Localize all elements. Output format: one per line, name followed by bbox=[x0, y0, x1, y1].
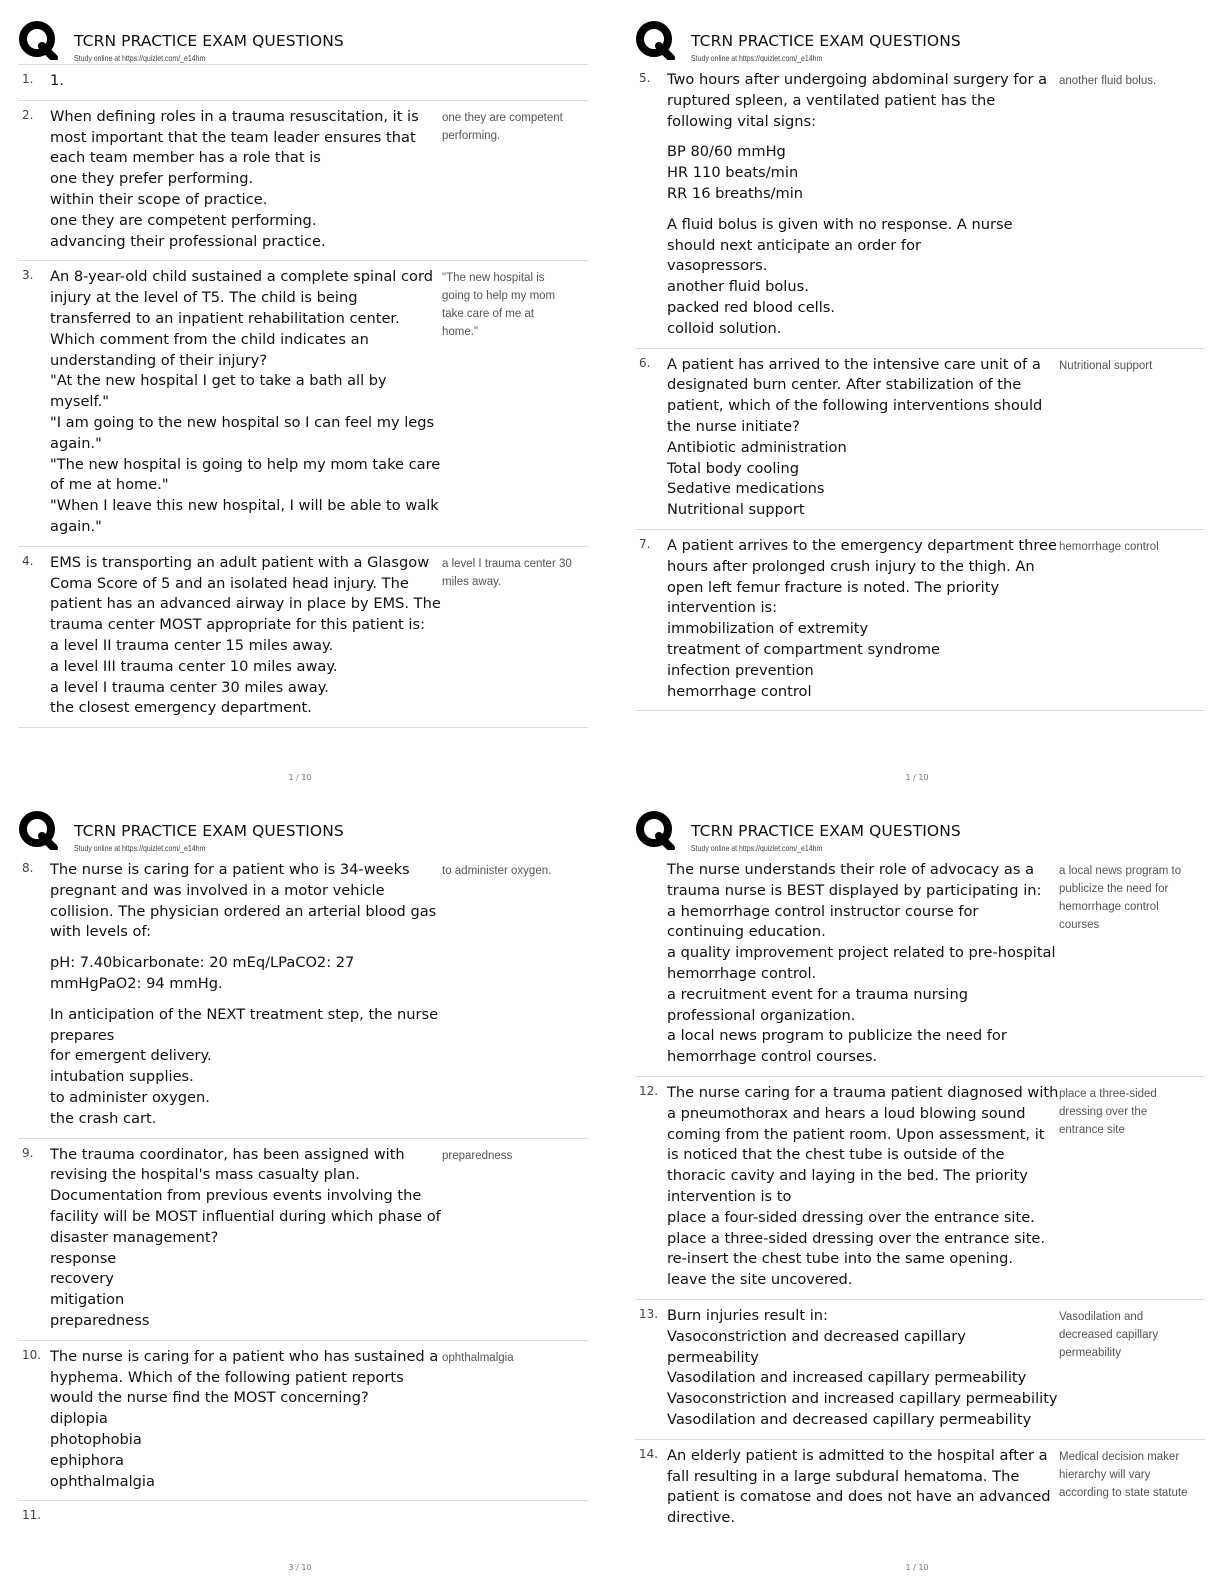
question-item bbox=[18, 1501, 588, 1535]
question-item bbox=[18, 1341, 588, 1502]
answer-option: one they prefer performing. bbox=[50, 170, 254, 188]
question-text: The nurse is caring for a patient who has sustained a hyphema. Which of the following patient reports would the nurse find the MOST concerning? bbox=[50, 1347, 439, 1407]
question-number: 10. bbox=[22, 1347, 42, 1362]
header-subtitle: Study online at https://quizlet.com/_e14hm bbox=[74, 53, 206, 63]
answer-text: Medical decision maker hierarchy will vary according to state statute bbox=[1059, 1450, 1188, 1499]
question-number: 7. bbox=[639, 536, 651, 551]
question-text: When defining roles in a trauma resuscitation, it is most important that the team leader ensures that each team member has a role that is bbox=[50, 107, 419, 167]
question-item bbox=[635, 854, 1205, 1077]
answer-text: a local news program to publicize the need for hemorrhage control courses bbox=[1059, 865, 1182, 931]
answer-option: Nutritional support bbox=[667, 501, 805, 519]
header-subtitle: Study online at https://quizlet.com/_e14hm bbox=[691, 53, 823, 63]
answer-option: vasopressors. bbox=[667, 257, 768, 275]
answer-option: preparedness bbox=[50, 1311, 150, 1329]
answer-option: a level I trauma center 30 miles away. bbox=[50, 678, 329, 696]
question-item bbox=[635, 64, 1205, 349]
answer-option: ephiphora bbox=[50, 1451, 124, 1469]
page-header bbox=[18, 20, 588, 64]
question-number: 14. bbox=[639, 1446, 659, 1461]
answer-option: hemorrhage control bbox=[667, 682, 812, 700]
answer-option: another fluid bolus. bbox=[667, 278, 809, 296]
header-subtitle: Study online at https://quizlet.com/_e14hm bbox=[691, 843, 823, 853]
answer-option: packed red blood cells. bbox=[667, 298, 836, 316]
answer-option: within their scope of practice. bbox=[50, 190, 268, 208]
answer-option: for emergent delivery. bbox=[50, 1047, 212, 1065]
answer-text: another fluid bolus. bbox=[1059, 75, 1157, 87]
page-number: 3 / 10 bbox=[288, 1563, 312, 1572]
question-text: A patient arrives to the emergency department three hours after prolonged crush injury to the thigh. An open left femur fracture is noted. The priority intervention is: bbox=[667, 536, 1057, 617]
lab-value: pH: 7.40bicarbonate: 20 mEq/LPaCO2: 27 mmHgPaO2: 94 mmHg. bbox=[50, 954, 355, 992]
question-number: 12. bbox=[639, 1083, 659, 1098]
header-title: TCRN PRACTICE EXAM QUESTIONS bbox=[74, 822, 344, 840]
answer-option: place a four-sided dressing over the entrance site. bbox=[667, 1208, 1035, 1226]
answer-option: re-insert the chest tube into the same opening. bbox=[667, 1250, 1014, 1268]
question-number: 3. bbox=[22, 268, 34, 283]
answer-option: Vasodilation and increased capillary permeability bbox=[667, 1369, 1027, 1387]
question-text: The nurse is caring for a patient who is 34-weeks pregnant and was involved in a motor vehicle collision. The physician ordered an arterial blood gas with levels of: bbox=[50, 861, 437, 941]
quizlet-logo-icon bbox=[18, 20, 58, 60]
answer-text: preparedness bbox=[442, 1149, 513, 1162]
answer-option: leave the site uncovered. bbox=[667, 1271, 853, 1289]
question-item bbox=[635, 1300, 1205, 1440]
answer-option: photophobia bbox=[50, 1430, 142, 1448]
answer-option: Vasoconstriction and increased capillary permeability bbox=[667, 1390, 1058, 1408]
answer-text: hemorrhage control bbox=[1059, 540, 1159, 553]
question-list bbox=[18, 854, 588, 1535]
question-prompt: In anticipation of the NEXT treatment step, the nurse prepares bbox=[50, 1005, 439, 1044]
lab-values bbox=[50, 953, 442, 995]
question-text: EMS is transporting an adult patient with a Glasgow Coma Score of 5 and an isolated head injury. The patient has an advanced airway in place by EMS. The trauma center MOST appropriate for this patient is: bbox=[50, 553, 441, 634]
answer-option: a level III trauma center 10 miles away. bbox=[50, 657, 338, 675]
question-item bbox=[18, 1139, 588, 1341]
answer-option: a hemorrhage control instructor course for continuing education. bbox=[667, 902, 979, 941]
answer-option: a level II trauma center 15 miles away. bbox=[50, 636, 334, 654]
answer-option: colloid solution. bbox=[667, 319, 782, 337]
question-text: A patient has arrived to the intensive care unit of a designated burn center. After stabilization of the patient, which of the following interventions should the nurse initiate? bbox=[667, 355, 1043, 435]
page-4 bbox=[627, 800, 1223, 1580]
question-prompt: A fluid bolus is given with no response. A nurse should next anticipate an order for bbox=[667, 215, 1013, 254]
page-3 bbox=[10, 800, 606, 1580]
question-number: 5. bbox=[639, 71, 651, 85]
question-number: 13. bbox=[639, 1306, 659, 1321]
answer-text: "The new hospital is going to help my mom take care of me at home." bbox=[442, 272, 556, 339]
answer-option: a quality improvement project related to pre-hospital hemorrhage control. bbox=[667, 944, 1056, 982]
question-list bbox=[635, 854, 1205, 1537]
answer-option: Vasoconstriction and decreased capillary permeability bbox=[667, 1327, 966, 1366]
question-item bbox=[18, 64, 588, 101]
question-number: 4. bbox=[22, 553, 34, 568]
answer-option: "At the new hospital I get to take a bath all by myself." bbox=[50, 372, 387, 411]
answer-option: response bbox=[50, 1249, 117, 1267]
question-number: 1. bbox=[22, 72, 34, 86]
question-number: 6. bbox=[639, 355, 651, 370]
question-text: An elderly patient is admitted to the hospital after a fall resulting in a large subdural hematoma. The patient is comatose and does not have an advanced directive. bbox=[667, 1446, 1051, 1527]
answer-option: the crash cart. bbox=[50, 1109, 157, 1127]
answer-option: one they are competent performing. bbox=[50, 211, 317, 229]
answer-option: Total body cooling bbox=[667, 459, 799, 477]
question-item bbox=[18, 261, 588, 546]
answer-option: Sedative medications bbox=[667, 480, 825, 498]
vital-sign: RR 16 breaths/min bbox=[667, 184, 804, 202]
answer-option: immobilization of extremity bbox=[667, 620, 869, 638]
quizlet-logo-icon bbox=[635, 810, 675, 850]
answer-option: infection prevention bbox=[667, 661, 814, 679]
question-item bbox=[18, 547, 588, 728]
page-number: 1 / 10 bbox=[905, 1563, 929, 1572]
answer-option: intubation supplies. bbox=[50, 1068, 194, 1086]
page-number: 1 / 10 bbox=[905, 773, 929, 782]
answer-text: Vasodilation and decreased capillary permeability bbox=[1059, 1310, 1159, 1359]
answer-option: ophthalmalgia bbox=[50, 1472, 155, 1490]
question-item bbox=[635, 349, 1205, 530]
page-header bbox=[635, 810, 1205, 854]
answer-text: to administer oxygen. bbox=[442, 865, 552, 877]
answer-option: Vasodilation and decreased capillary permeability bbox=[667, 1410, 1032, 1428]
question-list bbox=[18, 64, 588, 728]
question-text: The nurse caring for a trauma patient diagnosed with a pneumothorax and hears a loud blowing sound coming from the patient room. Upon assessment, it is noticed that the chest tube is outside of the thoracic cavity and laying in the bed. The priority intervention is to bbox=[667, 1083, 1059, 1205]
answer-option: diplopia bbox=[50, 1410, 108, 1428]
answer-text: ophthalmalgia bbox=[442, 1351, 514, 1364]
question-number: 8. bbox=[22, 861, 34, 875]
question-text: 1. bbox=[50, 72, 64, 89]
quizlet-logo-icon bbox=[18, 810, 58, 850]
answer-option: advancing their professional practice. bbox=[50, 232, 326, 250]
header-title: TCRN PRACTICE EXAM QUESTIONS bbox=[74, 32, 344, 50]
question-item bbox=[635, 1077, 1205, 1300]
question-text: Two hours after undergoing abdominal surgery for a ruptured spleen, a ventilated patient has the following vital signs: bbox=[667, 71, 1048, 130]
answer-option: the closest emergency department. bbox=[50, 699, 312, 717]
answer-text: a level I trauma center 30 miles away. bbox=[442, 557, 572, 588]
question-number: 2. bbox=[22, 107, 34, 122]
header-title: TCRN PRACTICE EXAM QUESTIONS bbox=[691, 822, 961, 840]
vital-sign: HR 110 beats/min bbox=[667, 164, 799, 182]
question-text: Burn injuries result in: bbox=[667, 1306, 828, 1324]
answer-option: place a three-sided dressing over the entrance site. bbox=[667, 1229, 1046, 1247]
question-text: The trauma coordinator, has been assigned with revising the hospital's mass casualty plan. Documentation from previous events involving the facility will be MOST influential during which phase of disaster management? bbox=[50, 1145, 441, 1246]
answer-text: one they are competent performing. bbox=[442, 111, 563, 142]
answer-option: treatment of compartment syndrome bbox=[667, 640, 941, 658]
page-number: 1 / 10 bbox=[288, 773, 312, 782]
answer-text: place a three-sided dressing over the entrance site bbox=[1059, 1087, 1157, 1136]
vital-signs bbox=[667, 142, 1059, 204]
question-item bbox=[18, 854, 588, 1139]
page-header bbox=[635, 20, 1205, 64]
page-1 bbox=[10, 10, 606, 790]
question-text: An 8-year-old child sustained a complete spinal cord injury at the level of T5. The child is being transferred to an inpatient rehabilitation center. Which comment from the child indicates an understanding of their injury? bbox=[50, 268, 433, 369]
answer-option: "When I leave this new hospital, I will be able to walk again." bbox=[50, 497, 439, 535]
vital-sign: BP 80/60 mmHg bbox=[667, 143, 786, 161]
answer-option: "I am going to the new hospital so I can feel my legs again." bbox=[50, 413, 435, 452]
answer-option: "The new hospital is going to help my mom take care of me at home." bbox=[50, 455, 441, 494]
question-item bbox=[635, 530, 1205, 711]
question-number: 11. bbox=[22, 1508, 42, 1523]
header-subtitle: Study online at https://quizlet.com/_e14hm bbox=[74, 843, 206, 853]
question-item bbox=[18, 101, 588, 262]
question-number: 9. bbox=[22, 1145, 34, 1160]
answer-option: a local news program to publicize the need for hemorrhage control courses. bbox=[667, 1027, 1007, 1066]
answer-option: recovery bbox=[50, 1270, 114, 1288]
question-list bbox=[635, 64, 1205, 711]
question-item bbox=[635, 1440, 1205, 1537]
page-2 bbox=[627, 10, 1223, 790]
page-header bbox=[18, 810, 588, 854]
answer-option: Antibiotic administration bbox=[667, 438, 847, 456]
answer-option: mitigation bbox=[50, 1291, 125, 1309]
quizlet-logo-icon bbox=[635, 20, 675, 60]
answer-text: Nutritional support bbox=[1059, 359, 1153, 372]
question-text: The nurse understands their role of advocacy as a trauma nurse is BEST displayed by participating in: bbox=[667, 861, 1042, 899]
answer-option: a recruitment event for a trauma nursing professional organization. bbox=[667, 985, 968, 1024]
answer-option: to administer oxygen. bbox=[50, 1088, 210, 1106]
header-title: TCRN PRACTICE EXAM QUESTIONS bbox=[691, 32, 961, 50]
